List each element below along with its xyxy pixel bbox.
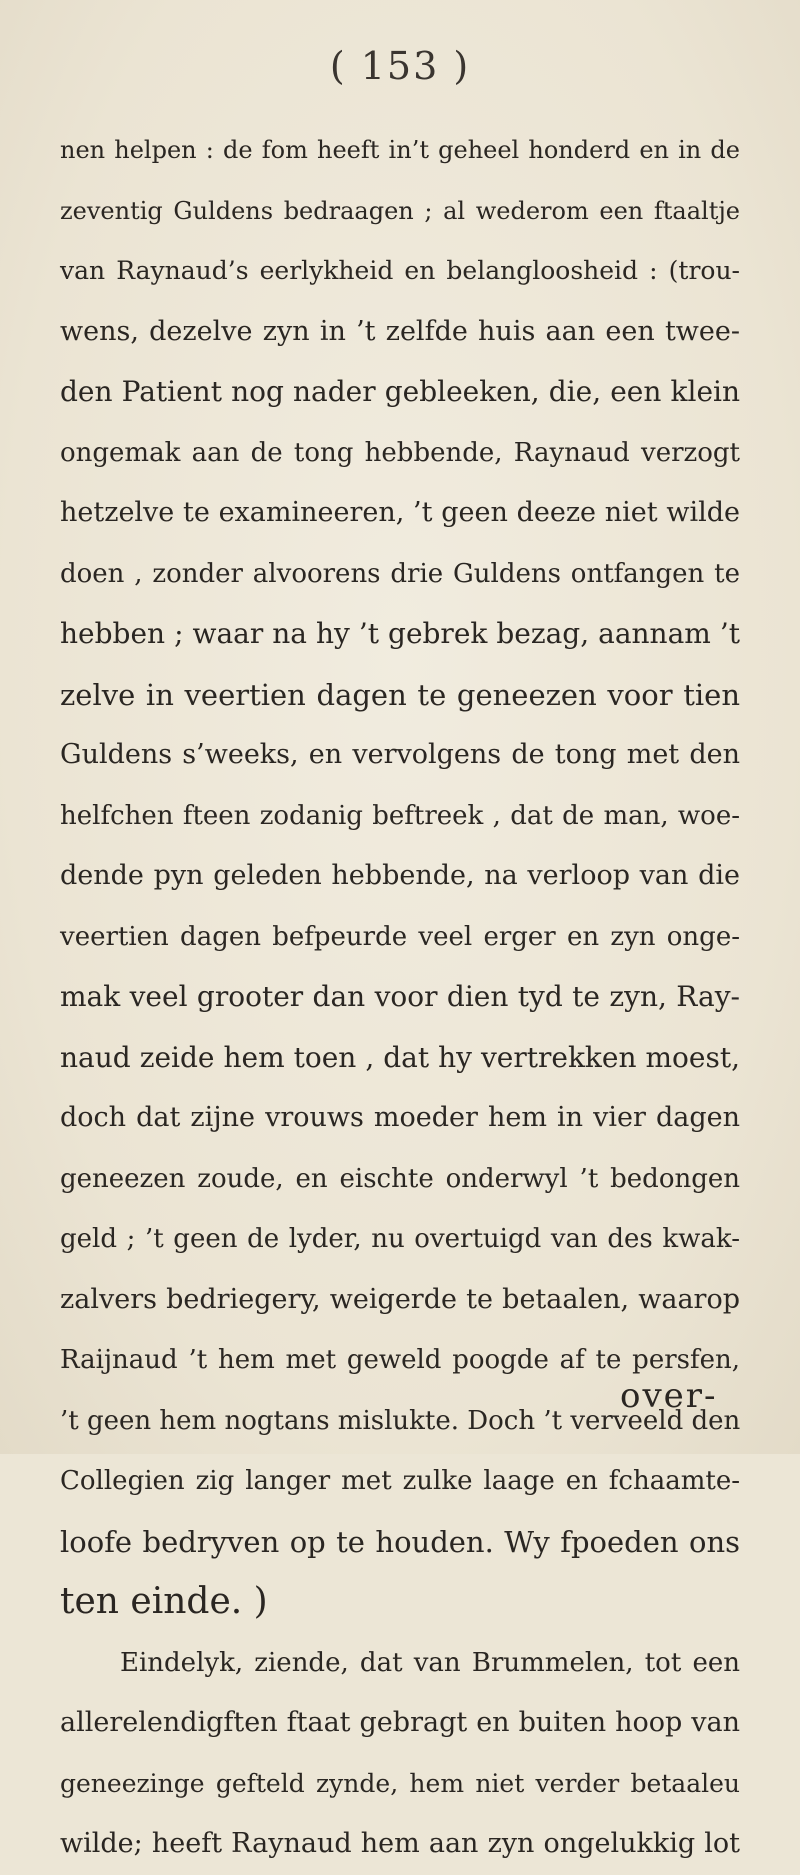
text-line: doch dat zijne vrouws moeder hem in vier dagen <box>60 1102 740 1133</box>
page-number: ( 153 ) <box>329 44 471 88</box>
text-line: Collegien zig langer met zulke laage en fchaamte- <box>60 1466 740 1496</box>
text-line: dende pyn geleden hebbende, na verloop van die <box>60 860 740 891</box>
text-line: geld ; ’t geen de lyder, nu overtuigd van des kwak- <box>60 1224 740 1254</box>
body-text <box>60 120 740 1875</box>
text-line: Raijnaud ’t hem met geweld poogde af te persfen, <box>60 1345 740 1375</box>
text-line: zelve in veertien dagen te geneezen voor tien <box>60 677 740 712</box>
text-line: ’t geen hem nogtans mislukte. Doch ’t verveeld den <box>60 1405 741 1436</box>
text-line: zeventig Guldens bedraagen ; al wederom een ftaaltje <box>60 196 740 225</box>
text-line: geneezen zoude, en eischte onderwyl ’t bedongen <box>60 1163 740 1194</box>
text-line: ten einde. ) <box>60 1581 268 1622</box>
text-line: geneezinge gefteld zynde, hem niet verder betaaleu <box>60 1768 740 1798</box>
catchword: over- <box>620 1376 718 1416</box>
text-line: ongemak aan de tong hebbende, Raynaud verzogt <box>60 437 740 468</box>
text-line: den Patient nog nader gebleeken, die, een klein <box>60 375 740 408</box>
text-line: veertien dagen befpeurde veel erger en zyn onge- <box>60 921 740 952</box>
text-line: hebben ; waar na hy ’t gebrek bezag, aannam ’t <box>60 617 740 650</box>
text-line: van Raynaud’s eerlykheid en belangloosheid : (trou- <box>60 256 740 285</box>
text-line: zalvers bedriegery, weigerde te betaalen, waarop <box>60 1283 740 1315</box>
text-line: wilde; heeft Raynaud hem aan zyn ongelukkig lot <box>60 1828 740 1859</box>
text-line: hetzelve te examineeren, ’t geen deeze niet wilde <box>60 497 740 528</box>
text-line: allerelendigften ftaat gebragt en buiten hoop van <box>60 1707 740 1738</box>
text-line: wens, dezelve zyn in ’t zelfde huis aan een twee- <box>60 315 740 347</box>
text-line: naud zeide hem toen , dat hy vertrekken moest, <box>60 1040 740 1074</box>
text-line: loofe bedryven op te houden. Wy fpoeden ons <box>60 1524 740 1559</box>
text-line: doen , zonder alvoorens drie Guldens ontfangen te <box>60 558 740 589</box>
text-line: mak veel grooter dan voor dien tyd te zyn, Ray- <box>60 980 740 1013</box>
text-line: helfchen fteen zodanig beftreek , dat de man, woe- <box>60 800 740 831</box>
text-line: Guldens s’weeks, en vervolgens de tong met den <box>60 739 740 770</box>
text-line: nen helpen : de fom heeft in’t geheel honderd en in de <box>60 136 740 164</box>
text-line: Eindelyk, ziende, dat van Brummelen, tot een <box>120 1647 740 1678</box>
